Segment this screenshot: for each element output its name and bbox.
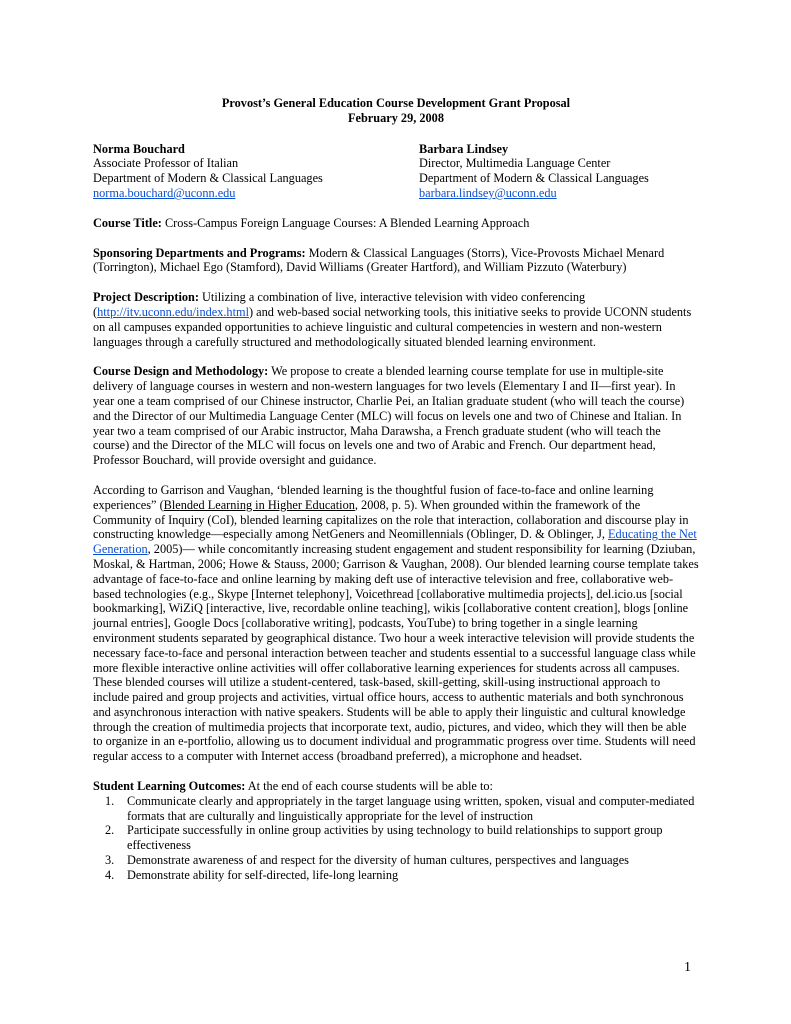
sponsors-text: Modern & Classical Languages (Storrs), Vice-Provosts Michael Menard (Torrington), Michael Ego (Stamford), David Williams (Greater Hartford), and William Pizzuto (Waterbury) — [93, 245, 665, 275]
author-2-dept: Department of Modern & Classical Languages — [419, 171, 649, 186]
project-text-2: ) and web-based social networking tools, this initiative seeks to provide UCONN students on all campuses expanded opportunities to achieve linguistic and cultural competencies in western and non-western languages through a carefully structured and methodologically situated blended learning environment. — [93, 304, 692, 349]
document-title — [93, 96, 699, 126]
outcomes-intro: At the end of each course students will be able to: — [245, 779, 493, 794]
title-date: February 29, 2008 — [348, 110, 444, 125]
outcomes-label: Student Learning Outcomes: — [93, 779, 246, 794]
list-item-text: Demonstrate awareness of and respect for the diversity of human cultures, perspectives and languages — [127, 853, 629, 868]
author-2-name: Barbara Lindsey — [419, 141, 509, 156]
project-text-1: Utilizing a combination of live, interactive television with video conferencing ( — [93, 290, 586, 319]
course-title-label: Course Title: — [93, 215, 162, 230]
course-title-section — [93, 216, 699, 231]
sponsors-label: Sponsoring Departments and Programs: — [93, 245, 306, 260]
garrison-text-1: According to Garrison and Vaughan, ‘blended learning is the thoughtful fusion of face-to-face and online learning experiences” ( — [93, 482, 654, 512]
list-item-number: 2. — [105, 823, 115, 838]
project-description-section — [93, 290, 699, 349]
list-item-number: 3. — [105, 853, 115, 868]
sponsors-section — [93, 246, 699, 276]
author-1-dept: Department of Modern & Classical Languages — [93, 171, 323, 186]
list-item-text: Participate successfully in online group activities by using technology to build relationships to support group effectiveness — [127, 823, 663, 853]
authors-block — [93, 142, 699, 201]
list-item-text: Demonstrate ability for self-directed, life-long learning — [127, 867, 399, 882]
outcomes-list — [93, 794, 699, 883]
design-label: Course Design and Methodology: — [93, 364, 269, 379]
list-item — [93, 794, 699, 824]
list-item — [93, 853, 699, 868]
author-2-email-link[interactable]: barbara.lindsey@uconn.edu — [419, 185, 557, 200]
author-1-name: Norma Bouchard — [93, 141, 185, 156]
course-design-section — [93, 364, 699, 468]
design-text: We propose to create a blended learning course template for use in multiple-site delivery of language courses in western and non-western languages for two levels (Elementary I and II—first year). In year one a team comprised of our Chinese instructor, Charlie Pei, an Italian graduate student (who will teach the course) and the Director of our Multimedia Language Center (MLC) will focus on levels one and two of Chinese and Italian. In year two a team comprised of our Arabic instructor, Maha Darawsha, a French graduate student (who will teach the course) and the Director of the MLC will focus on levels one and two of Arabic and French. Our department head, Professor Bouchard, will provide oversight and guidance. — [93, 364, 685, 468]
list-item — [93, 823, 699, 853]
learning-outcomes-section — [93, 779, 699, 883]
garrison-text-3: , 2005)— while concomitantly increasing student engagement and student responsibility for learning (Dziuban, Moskal, & Hartman, 2006; Howe & Stauss, 2000; Garrison & Vaughan, 2008). Our blended learning course template takes advantage of face-to-face and online learning by making deft use of interactive television and free, collaborative web-based technologies (e.g., Skype [Internet telephony], Voicethread [collaborative multimedia projects], del.icio.us [social bookmarking], WiZiQ [interactive, live, recordable online teaching], wikis [collaborative content creation], blogs [online journal entries], Google Docs [collaborative writing], podcasts, YouTube) to bring together in a single learning environment students separated by geographical distance. Two hour a week interactive television will provide students the necessary face-to-face and personal interaction between teacher and students essential to a successful language class while more flexible interactive online activities will offer collaborative learning experiences for students across all campuses. These blended courses will utilize a student-centered, task-based, skill-getting, skill-using instructional approach to include paired and group projects and activities, virtual office hours, access to authentic materials and both synchronous and asynchronous interaction with native speakers. Students will be able to apply their linguistic and cultural knowledge through the creation of multimedia projects that incorporate text, audio, pictures, and video, which they will then be able to organize in an e-portfolio, allowing us to document individual and programmatic progress over time. Students will need regular access to a computer with Internet access (broadband preferred), a microphone and headset. — [93, 542, 699, 764]
document-page — [93, 96, 699, 883]
author-1-role: Associate Professor of Italian — [93, 156, 239, 171]
list-item — [93, 868, 699, 883]
garrison-text-2: , 2008, p. 5). When grounded within the framework of the Community of Inquiry (CoI), blended learning capitalizes on the role that interaction, collaboration and discourse play in constructing knowledge—especially among NetGeners and Neomillennials (Oblinger, D. & Oblinger, J, — [93, 497, 689, 542]
book-title-blended-learning: Blended Learning in Higher Education — [163, 497, 355, 512]
book-title-net-generation-link[interactable]: Educating the Net Generation — [93, 527, 697, 557]
list-item-number: 4. — [105, 867, 115, 882]
itv-link[interactable]: http://itv.uconn.edu/index.html — [97, 304, 249, 319]
garrison-paragraph — [93, 483, 699, 764]
author-1-email-link[interactable]: norma.bouchard@uconn.edu — [93, 185, 236, 200]
list-item-number: 1. — [105, 793, 115, 808]
author-2 — [419, 142, 699, 201]
page-number: 1 — [684, 960, 691, 975]
list-item-text: Communicate clearly and appropriately in the target language using written, spoken, visual and computer-mediated formats that are culturally and linguistically appropriate for the level of instruction — [127, 793, 695, 823]
course-title-text: Cross-Campus Foreign Language Courses: A Blended Learning Approach — [161, 215, 530, 230]
title-line-1: Provost’s General Education Course Development Grant Proposal — [221, 96, 571, 110]
author-1 — [93, 142, 419, 201]
author-2-role: Director, Multimedia Language Center — [419, 156, 611, 171]
project-label: Project Description: — [93, 290, 199, 305]
